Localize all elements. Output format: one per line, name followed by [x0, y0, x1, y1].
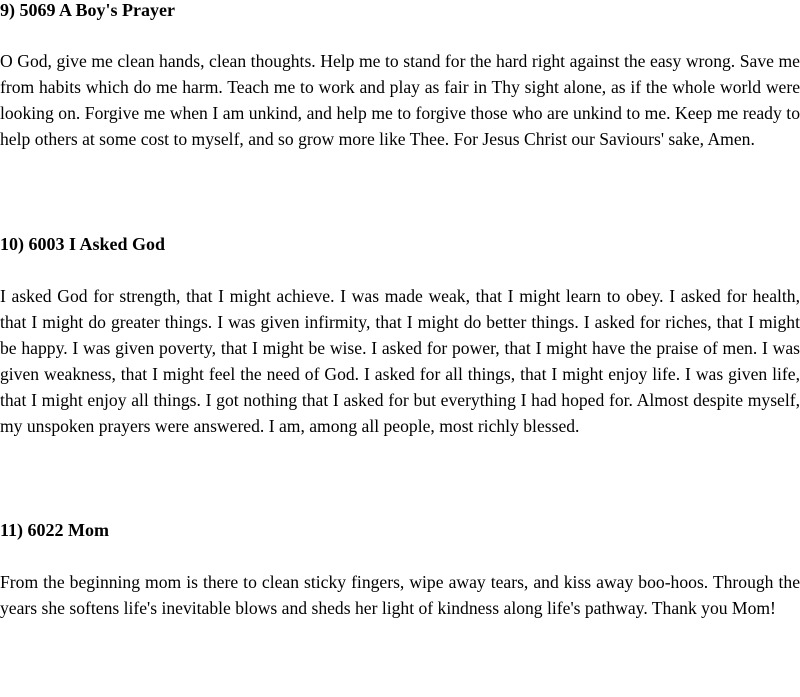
- entry-body: From the beginning mom is there to clean sticky fingers, wipe away tears, and kiss away boo-hoos. Through the years she softens life's inevitable blows and sheds her light of kindness along life's pathway. Thank you Mom!: [0, 572, 800, 618]
- entry-title: 10) 6003 I Asked God: [0, 234, 166, 254]
- entry-body: O God, give me clean hands, clean thoughts. Help me to stand for the hard right against the easy wrong. Save me from habits which do me harm. Teach me to work and play as fair in Thy sight alone, as if the whole world were looking on. Forgive me when I am unkind, and help me to forgive those who are unkind to me. Keep me ready to help others at some cost to myself, and so grow more like Thee. For Jesus Christ our Saviours' sake, Amen.: [0, 51, 800, 149]
- entry-title: 9) 5069 A Boy's Prayer: [0, 0, 175, 20]
- entry-body: I asked God for strength, that I might achieve. I was made weak, that I might learn to obey. I asked for health, that I might do greater things. I was given infirmity, that I might do better things. I asked for riches, that I might be happy. I was given poverty, that I might be wise. I asked for power, that I might have the praise of men. I was given weakness, that I might feel the need of God. I asked for all things, that I might enjoy life. I was given life, that I might enjoy all things. I got nothing that I asked for but everything I had hoped for. Almost despite myself, my unspoken prayers were answered. I am, among all people, most richly blessed.: [0, 286, 800, 436]
- entry-title: 11) 6022 Mom: [0, 520, 109, 540]
